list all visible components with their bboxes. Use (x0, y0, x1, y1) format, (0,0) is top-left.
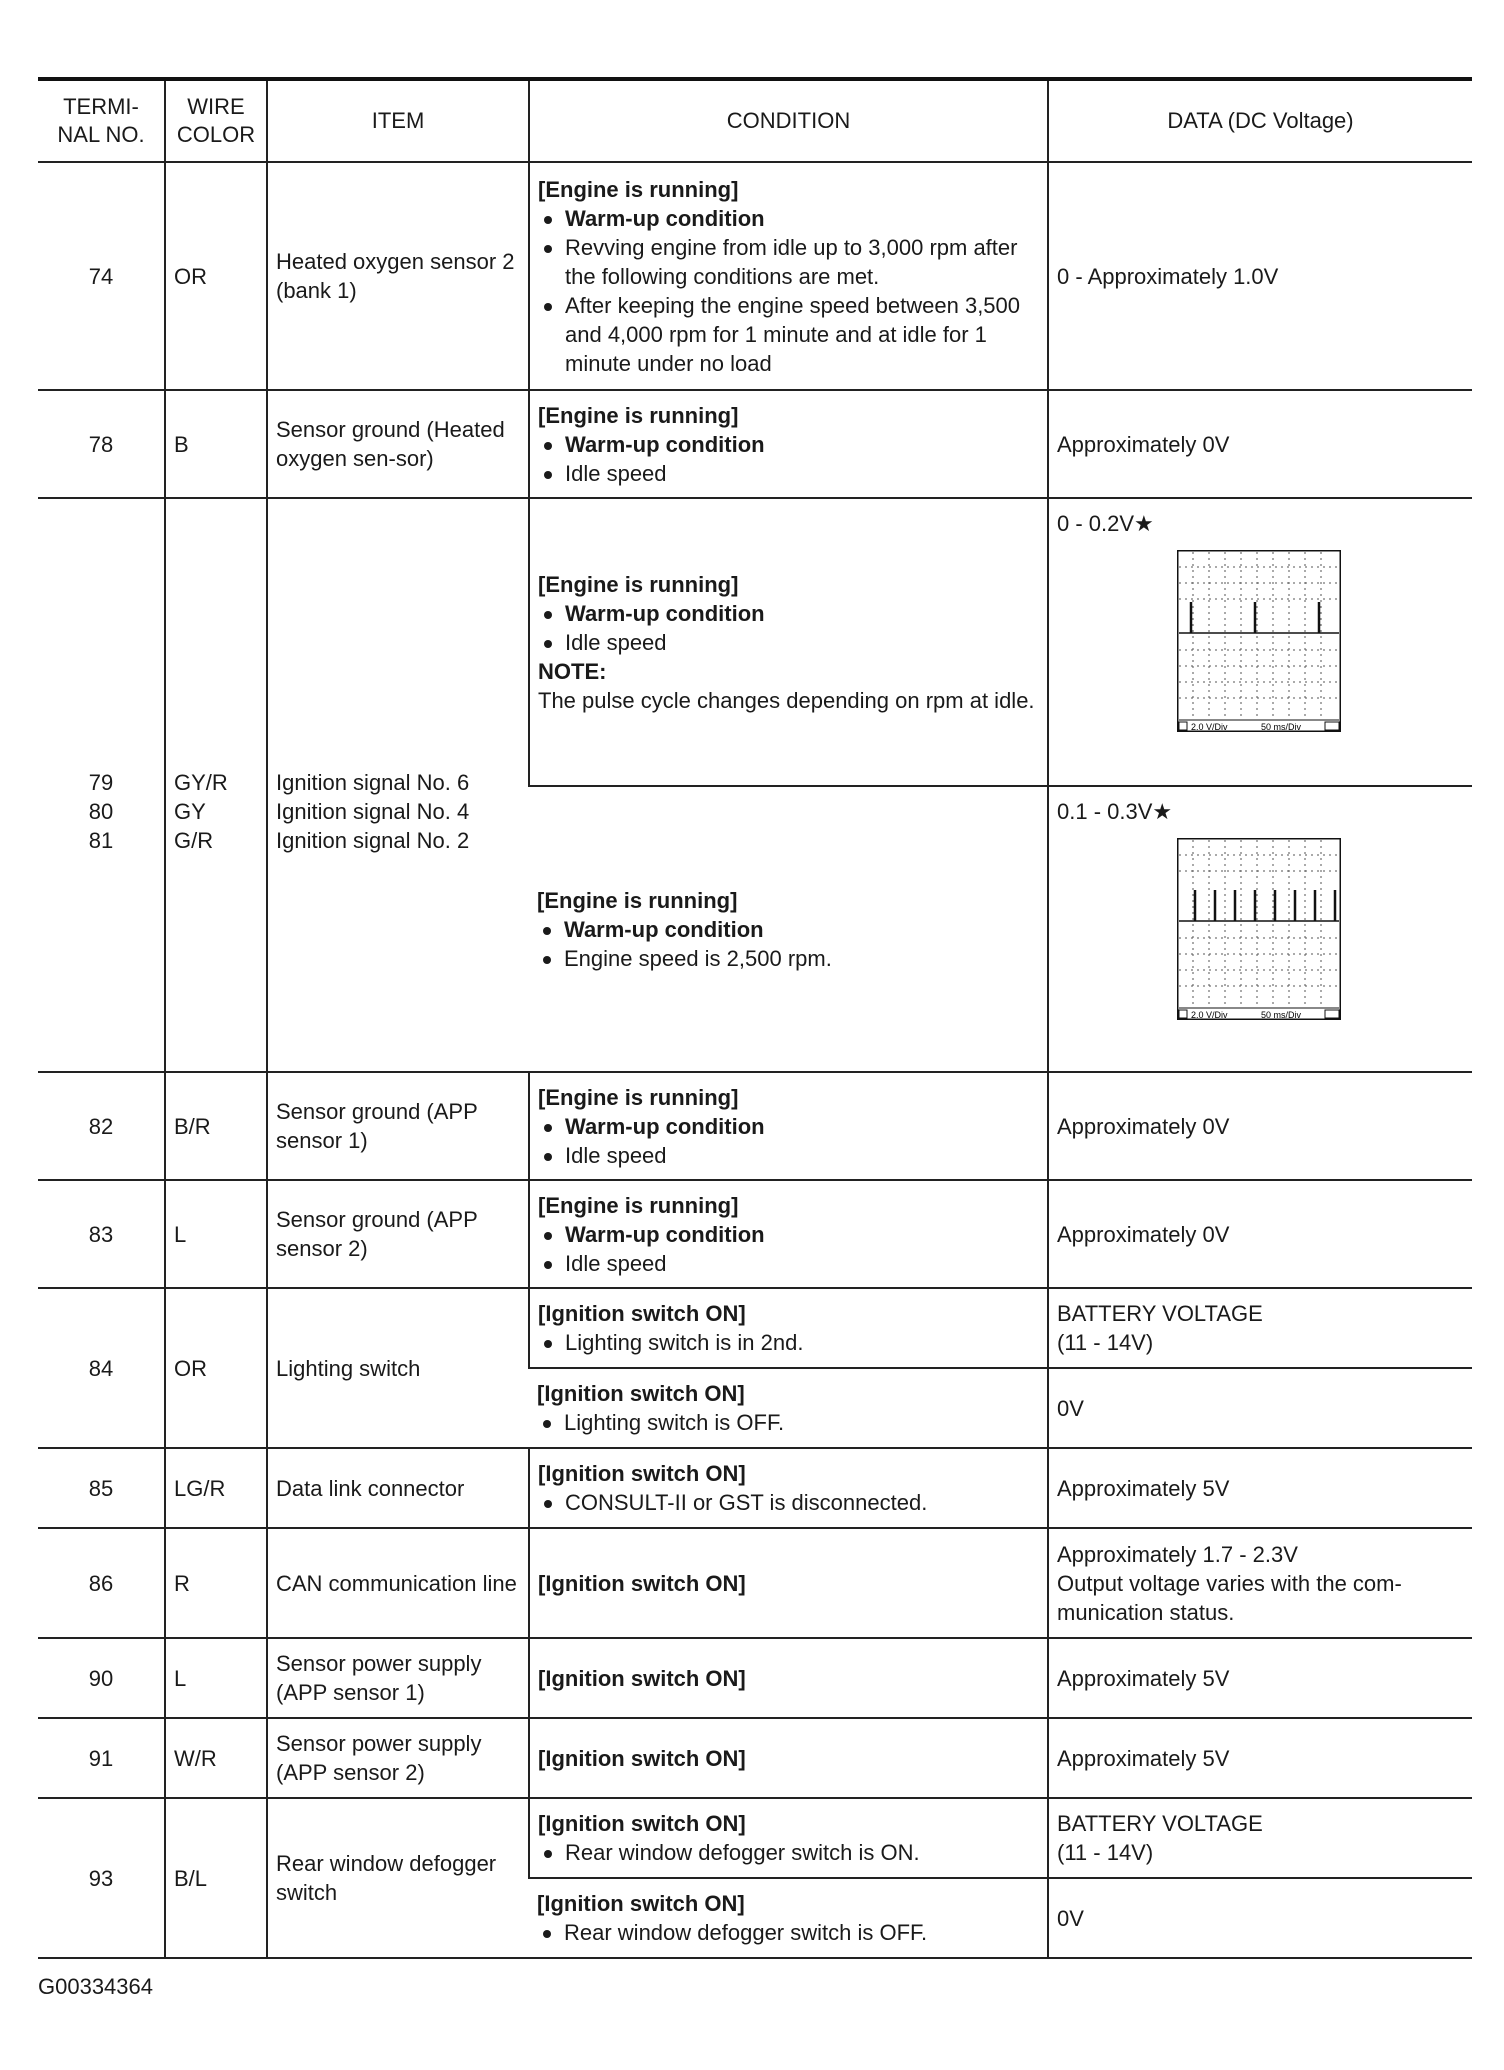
condition (529, 498, 1048, 786)
data-value-line: Approximately 1.7 - 2.3V (1057, 1541, 1298, 1567)
condition (529, 1528, 1048, 1638)
condition-bullet: Warm-up condition (538, 430, 1039, 459)
condition-heading: [Ignition switch ON] (538, 1665, 746, 1691)
terminal-no: 85 (38, 1448, 165, 1528)
terminal-no: 90 (38, 1638, 165, 1718)
condition-bullet: Idle speed (538, 1141, 1039, 1170)
condition (529, 1878, 1048, 1958)
item-name: Sensor ground (Heated oxygen sen-sor) (267, 390, 529, 498)
table-row (38, 498, 1472, 786)
condition-heading: [Engine is running] (538, 1084, 739, 1110)
condition-heading: [Engine is running] (538, 1192, 739, 1218)
table-row (38, 1288, 1472, 1368)
condition (529, 1798, 1048, 1878)
condition-bullet: Warm-up condition (538, 1112, 1039, 1141)
condition-bullet: CONSULT-II or GST is disconnected. (538, 1488, 1039, 1517)
header-terminal: TERMI- NAL NO. (38, 81, 165, 162)
item-name: Data link connector (267, 1448, 529, 1528)
condition-heading: [Ignition switch ON] (537, 1381, 745, 1406)
condition (529, 1072, 1048, 1180)
data-value (1048, 498, 1472, 786)
figure-id: G00334364 (38, 1974, 153, 1999)
wire-color: L (165, 1180, 267, 1288)
wire-color-80: GY (174, 798, 206, 824)
condition (529, 1288, 1048, 1368)
item-name: Sensor ground (APP sensor 1) (267, 1072, 529, 1180)
note-text: The pulse cycle changes depending on rpm at idle. (538, 687, 1035, 713)
header-item: ITEM (267, 81, 529, 162)
condition (529, 1638, 1048, 1718)
item-name: Lighting switch (267, 1288, 529, 1448)
oscilloscope-waveform-idle (1177, 550, 1341, 732)
oscilloscope-waveform-2500rpm (1177, 838, 1341, 1020)
note-label: NOTE: (538, 658, 607, 684)
data-value: Approximately 5V (1048, 1448, 1472, 1528)
terminal-no-81: 81 (88, 827, 114, 853)
terminal-no: 84 (38, 1288, 165, 1448)
item-name: Heated oxygen sensor 2 (bank 1) (267, 162, 529, 390)
condition-bullet: Idle speed (538, 459, 1039, 488)
data-value: 0V (1048, 1368, 1472, 1448)
terminal-no (38, 498, 165, 1072)
header-data: DATA (DC Voltage) (1048, 81, 1472, 162)
condition-bullet: Lighting switch is in 2nd. (538, 1328, 1039, 1357)
data-value: 0V (1048, 1878, 1472, 1958)
header-wire-color: WIRE COLOR (165, 81, 267, 162)
item-name-81: Ignition signal No. 2 (276, 827, 470, 853)
data-value-line: Output voltage varies with the com-munication status. (1057, 1570, 1402, 1625)
scope-time-label: 50 ms/Div (1261, 722, 1302, 732)
terminal-data-table-page (38, 77, 1472, 1959)
wire-color: B/L (165, 1798, 267, 1958)
terminal-no-79: 79 (88, 769, 114, 795)
item-name (267, 498, 529, 1072)
header-condition: CONDITION (529, 81, 1048, 162)
wire-color: B (165, 390, 267, 498)
condition-bullet: Warm-up condition (537, 915, 1039, 944)
condition (529, 1368, 1048, 1448)
terminal-no: 82 (38, 1072, 165, 1180)
data-value (1048, 1528, 1472, 1638)
table-row (38, 1528, 1472, 1638)
table-row (38, 162, 1472, 390)
data-value: Approximately 5V (1048, 1638, 1472, 1718)
data-value: Approximately 0V (1048, 1180, 1472, 1288)
item-name-80: Ignition signal No. 4 (276, 798, 470, 824)
data-value (1048, 786, 1472, 1072)
condition-bullet: Revving engine from idle up to 3,000 rpm after the following conditions are met. (538, 233, 1039, 291)
condition-heading: [Ignition switch ON] (538, 1811, 746, 1836)
data-value-line: BATTERY VOLTAGE (1057, 1301, 1263, 1326)
condition (529, 786, 1048, 1072)
table-row (38, 390, 1472, 498)
data-value-text: 0 - 0.2V★ (1057, 511, 1154, 536)
wire-color: OR (165, 162, 267, 390)
condition-heading: [Ignition switch ON] (538, 1745, 746, 1771)
wire-color-79: GY/R (174, 769, 228, 795)
condition-bullet: Engine speed is 2,500 rpm. (537, 944, 1039, 973)
condition-bullet: Rear window defogger switch is OFF. (537, 1918, 1039, 1947)
condition (529, 162, 1048, 390)
scope-volt-label: 2.0 V/Div (1191, 722, 1228, 732)
wire-color: B/R (165, 1072, 267, 1180)
item-name: Rear window defogger switch (267, 1798, 529, 1958)
condition-heading: [Ignition switch ON] (538, 1301, 746, 1326)
wire-color-81: G/R (174, 827, 214, 853)
condition (529, 1180, 1048, 1288)
scope-time-label: 50 ms/Div (1261, 1010, 1302, 1020)
condition-bullet: Warm-up condition (538, 1220, 1039, 1249)
condition-heading: [Ignition switch ON] (538, 1570, 746, 1596)
condition-bullet: After keeping the engine speed between 3,500 and 4,000 rpm for 1 minute and at idle for 1 minute under no load (538, 291, 1039, 378)
condition-heading: [Engine is running] (538, 402, 739, 428)
data-value (1048, 1798, 1472, 1878)
condition-heading: [Ignition switch ON] (537, 1891, 745, 1916)
item-name: Sensor power supply (APP sensor 2) (267, 1718, 529, 1798)
condition-bullet: Lighting switch is OFF. (537, 1408, 1039, 1437)
data-value-line: (11 - 14V) (1057, 1840, 1154, 1865)
data-value: Approximately 0V (1048, 1072, 1472, 1180)
wire-color: OR (165, 1288, 267, 1448)
wire-color: R (165, 1528, 267, 1638)
condition-heading: [Engine is running] (537, 887, 738, 913)
data-value: 0 - Approximately 1.0V (1048, 162, 1472, 390)
table-row (38, 1180, 1472, 1288)
terminal-no: 78 (38, 390, 165, 498)
data-value: Approximately 5V (1048, 1718, 1472, 1798)
terminal-no-80: 80 (88, 798, 114, 824)
terminal-no: 93 (38, 1798, 165, 1958)
terminal-no: 74 (38, 162, 165, 390)
condition-bullet: Warm-up condition (538, 599, 1039, 628)
header-row (38, 81, 1472, 162)
item-name: Sensor ground (APP sensor 2) (267, 1180, 529, 1288)
condition (529, 1718, 1048, 1798)
data-value: Approximately 0V (1048, 390, 1472, 498)
data-value (1048, 1288, 1472, 1368)
wire-color: L (165, 1638, 267, 1718)
terminal-no: 86 (38, 1528, 165, 1638)
data-value-text: 0.1 - 0.3V★ (1057, 799, 1173, 824)
condition-bullet: Rear window defogger switch is ON. (538, 1838, 1039, 1867)
table-row (38, 1798, 1472, 1878)
wire-color (165, 498, 267, 1072)
condition-bullet: Warm-up condition (538, 204, 1039, 233)
wire-color: W/R (165, 1718, 267, 1798)
table-row (38, 1638, 1472, 1718)
wire-color: LG/R (165, 1448, 267, 1528)
table-row (38, 1448, 1472, 1528)
scope-volt-label: 2.0 V/Div (1191, 1010, 1228, 1020)
terminal-no: 91 (38, 1718, 165, 1798)
terminal-table (38, 81, 1472, 1959)
condition-bullet: Idle speed (538, 628, 1039, 657)
table-row (38, 1718, 1472, 1798)
table-row (38, 1072, 1472, 1180)
condition-heading: [Engine is running] (538, 571, 739, 597)
condition-heading: [Engine is running] (538, 176, 739, 202)
condition-heading: [Ignition switch ON] (538, 1461, 746, 1486)
condition (529, 390, 1048, 498)
condition-bullet: Idle speed (538, 1249, 1039, 1278)
data-value-line: BATTERY VOLTAGE (1057, 1811, 1263, 1836)
item-name: Sensor power supply (APP sensor 1) (267, 1638, 529, 1718)
item-name-79: Ignition signal No. 6 (276, 769, 470, 795)
data-value-line: (11 - 14V) (1057, 1330, 1154, 1355)
terminal-no: 83 (38, 1180, 165, 1288)
item-name: CAN communication line (267, 1528, 529, 1638)
condition (529, 1448, 1048, 1528)
